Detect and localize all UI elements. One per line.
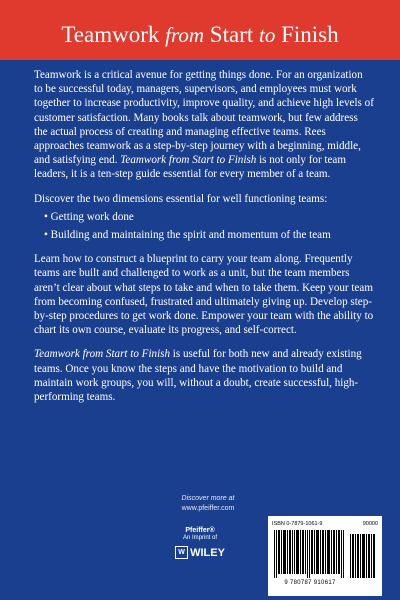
para1-book-title: Teamwork from Start to Finish xyxy=(120,154,257,167)
barcode-panel xyxy=(268,516,382,596)
book-title xyxy=(0,22,400,48)
publisher-name: Pfeiffer® xyxy=(185,527,215,534)
discover-label: Discover more at xyxy=(181,495,235,502)
paragraph-intro xyxy=(34,68,374,182)
bullet-list xyxy=(34,210,374,242)
para4-book-title: Teamwork from Start to Finish xyxy=(34,348,171,361)
website-link[interactable]: www.pfeiffer.com xyxy=(181,505,235,512)
price-code: 90000 xyxy=(362,521,378,527)
publisher-logo xyxy=(140,527,260,559)
title-part-2: from xyxy=(165,23,205,47)
bullet-item: • Building and maintaining the spirit and momentum of the team xyxy=(44,228,374,242)
publisher-imprint: An Imprint of xyxy=(182,535,217,541)
title-part-1: Teamwork xyxy=(61,22,166,47)
wiley-name: WILEY xyxy=(190,546,225,559)
paragraph-blueprint: Learn how to construct a blueprint to carry your team along. Frequently teams are built and challenged to work as a unit, but the team members aren’t clear about what steps to take and when to take them. Keep your team from becoming confused, frustrated and ultimately giving up. Develop step-by-step procedures to get work done. Empower your team with the ability to chart its own course, evaluate its progress, and self-correct. xyxy=(34,253,374,337)
title-part-4: to xyxy=(259,23,276,47)
paragraph-closing xyxy=(34,347,374,404)
para1-text-a: Teamwork is a critical avenue for getting things done. For an organization to be successful today, managers, supervisors, and employees must work together to increase productivity, improve quality, and achieve high levels of customer satisfaction. Many books talk about teamwork, but few address the actual process of creating and managing effective teams. Rees approaches teamwork as a step-by-step journey with a beginning, middle, and satisfying end. xyxy=(34,69,374,167)
discover-more xyxy=(148,494,268,514)
ean-number: 9 780787 910617 xyxy=(284,580,336,586)
isbn-number: ISBN 0-7879-1061-9 xyxy=(272,521,323,527)
back-cover-description xyxy=(34,68,374,414)
para4-text: is useful for both new and already existing teams. Once you know the steps and have the motivation to build and maintain work groups, you will, without a doubt, create successful, high-performing teams. xyxy=(34,348,362,404)
wiley-logo-icon: W xyxy=(175,546,188,559)
title-part-5: Finish xyxy=(275,22,339,47)
wiley-mark xyxy=(175,546,225,559)
addon-barcode-icon xyxy=(350,530,376,578)
barcode-icon xyxy=(274,530,346,578)
para1-text-b: is not only for team leaders, it is a ten-step guide essential for every member of a team. xyxy=(34,154,346,181)
paragraph-dimensions: Discover the two dimensions essential for well functioning teams: xyxy=(34,192,328,205)
title-part-3: Start xyxy=(204,22,259,47)
bullet-item: • Getting work done xyxy=(44,210,374,224)
